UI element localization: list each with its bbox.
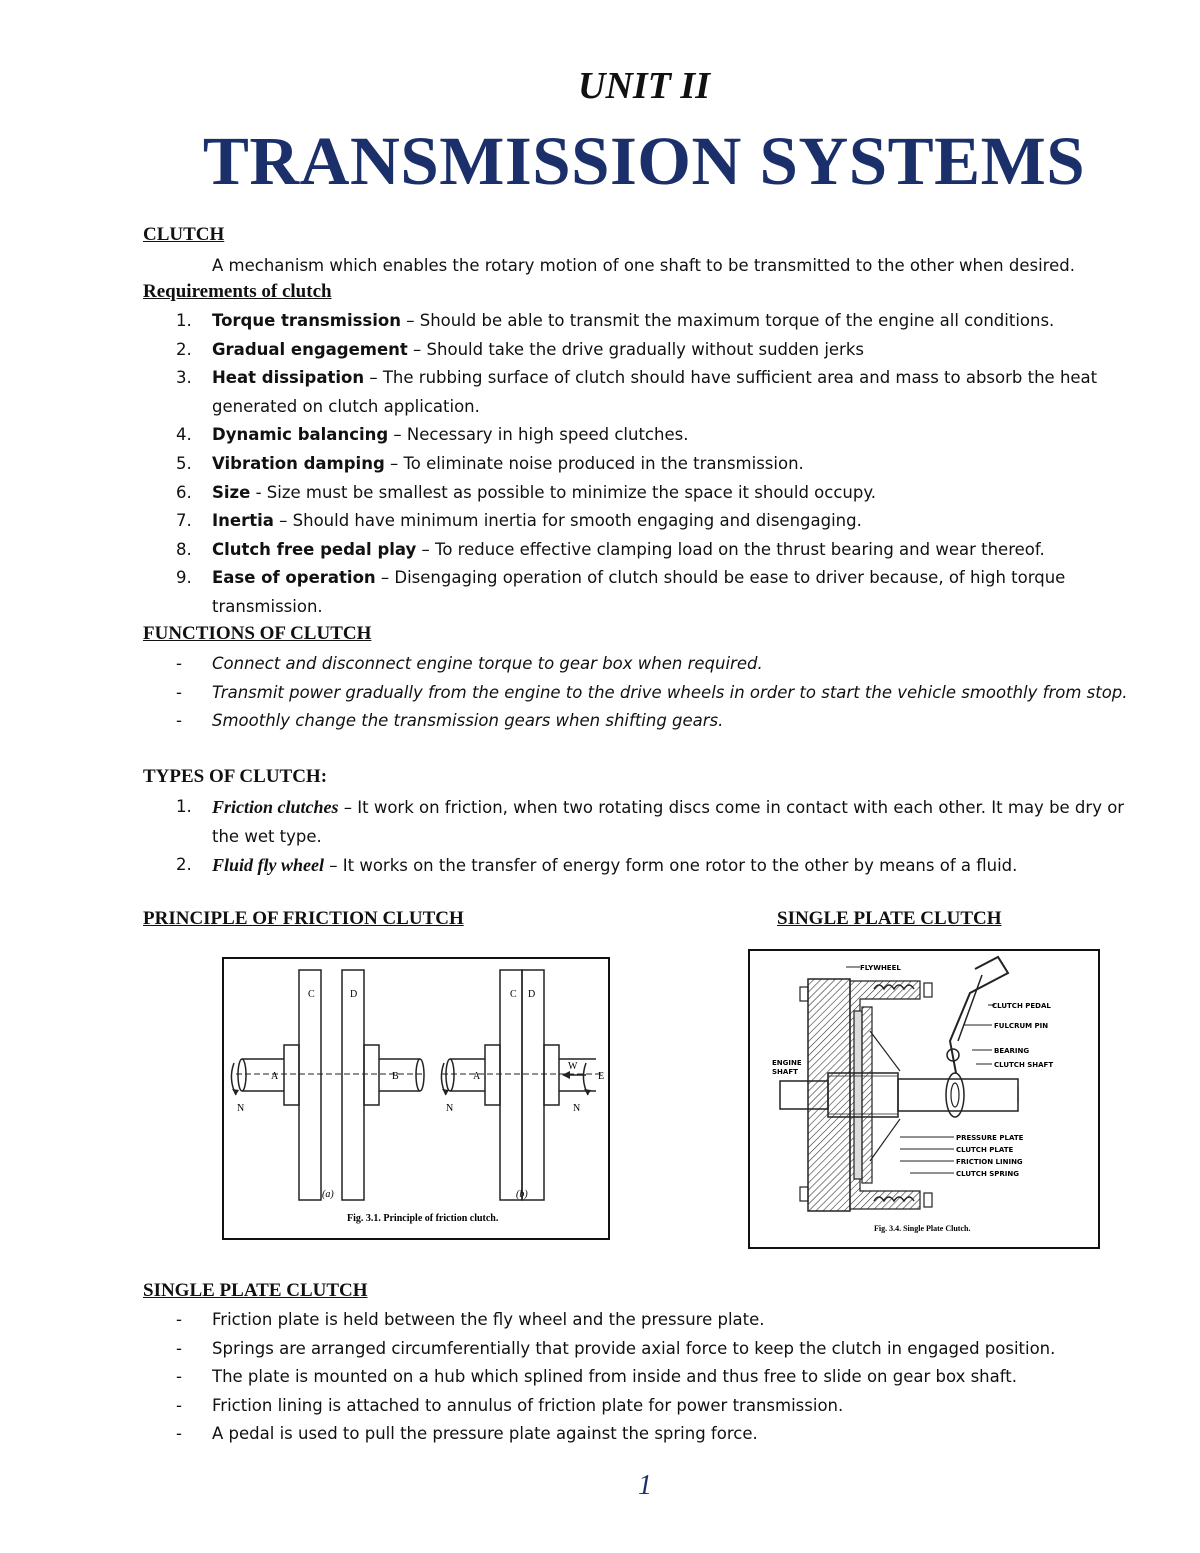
requirements-list — [143, 307, 1153, 622]
types-list — [143, 793, 1153, 881]
figure-caption: Fig. 3.4. Single Plate Clutch. — [874, 1224, 971, 1233]
types-heading: TYPES OF CLUTCH: — [143, 766, 328, 787]
requirement-item: 8. Clutch free pedal play – To reduce effective clamping load on the thrust bearing and wear thereof. — [176, 539, 1045, 559]
single-plate-item: - A pedal is used to pull the pressure plate against the spring force. — [176, 1424, 758, 1444]
svg-text:(a): (a) — [322, 1189, 334, 1200]
svg-text:W: W — [568, 1061, 578, 1072]
requirement-item: 7. Inertia – Should have minimum inertia for smooth engaging and disengaging. — [176, 511, 862, 531]
single-plate-item: - Springs are arranged circumferentially that provide axial force to keep the clutch in engaged position. — [176, 1338, 1056, 1358]
svg-text:B: B — [392, 1071, 399, 1082]
svg-text:CLUTCH PEDAL: CLUTCH PEDAL — [992, 1002, 1051, 1010]
single-plate-clutch-figure — [748, 949, 1100, 1249]
svg-text:C: C — [510, 989, 517, 1000]
svg-text:A: A — [473, 1071, 481, 1082]
type-item: 1. Friction clutches – It work on friction, when two rotating discs come in contact with each other. It may be dry or the wet type. — [176, 797, 1125, 846]
figure-caption: Fig. 3.1. Principle of friction clutch. — [347, 1213, 499, 1224]
svg-text:N: N — [446, 1103, 454, 1114]
function-item: - Connect and disconnect engine torque to gear box when required. — [176, 654, 763, 673]
function-item: - Transmit power gradually from the engine to the drive wheels in order to start the vehicle smoothly from stop. — [176, 682, 1128, 702]
svg-text:BEARING: BEARING — [994, 1047, 1030, 1055]
svg-text:SHAFT: SHAFT — [772, 1068, 798, 1076]
unit-title: UNIT II — [578, 65, 710, 107]
single-plate-figure-heading: SINGLE PLATE CLUTCH — [777, 908, 1002, 929]
svg-text:PRESSURE PLATE: PRESSURE PLATE — [956, 1134, 1024, 1142]
single-plate-list — [143, 1306, 1153, 1449]
single-plate-item: - Friction lining is attached to annulus of friction plate for power transmission. — [176, 1395, 844, 1415]
clutch-definition: A mechanism which enables the rotary motion of one shaft to be transmitted to the other when desired. — [212, 256, 1075, 275]
main-title: TRANSMISSION SYSTEMS — [202, 123, 1086, 199]
requirement-item: 4. Dynamic balancing – Necessary in high speed clutches. — [176, 425, 689, 445]
svg-text:FLYWHEEL: FLYWHEEL — [860, 964, 901, 972]
svg-text:A: A — [271, 1071, 279, 1082]
functions-heading: FUNCTIONS OF CLUTCH — [143, 623, 372, 644]
svg-text:(b): (b) — [516, 1189, 528, 1200]
svg-text:C: C — [308, 989, 315, 1000]
principle-heading: PRINCIPLE OF FRICTION CLUTCH — [143, 908, 464, 929]
svg-text:E: E — [598, 1071, 605, 1082]
svg-text:FRICTION LINING: FRICTION LINING — [956, 1158, 1023, 1166]
function-item: - Smoothly change the transmission gears when shifting gears. — [176, 711, 724, 731]
svg-text:FULCRUM PIN: FULCRUM PIN — [994, 1022, 1049, 1030]
requirement-item: 6. Size - Size must be smallest as possible to minimize the space it should occupy. — [176, 482, 877, 502]
svg-text:ENGINE: ENGINE — [772, 1059, 802, 1067]
svg-text:D: D — [350, 989, 358, 1000]
requirement-item: 5. Vibration damping – To eliminate noise produced in the transmission. — [176, 453, 804, 473]
principle-of-friction-clutch-figure — [222, 957, 610, 1240]
requirement-item: 2. Gradual engagement – Should take the drive gradually without sudden jerks — [176, 339, 864, 359]
type-item: 2. Fluid fly wheel – It works on the transfer of energy form one rotor to the other by means of a fluid. — [176, 855, 1018, 876]
svg-text:CLUTCH SPRING: CLUTCH SPRING — [956, 1170, 1020, 1178]
functions-list — [143, 650, 1153, 736]
svg-text:N: N — [573, 1103, 581, 1114]
svg-text:D: D — [528, 989, 536, 1000]
requirement-item: 3. Heat dissipation – The rubbing surface of clutch should have sufficient area and mass to absorb the heat generated on clutch application. — [176, 368, 1098, 416]
single-plate-item: - Friction plate is held between the fly wheel and the pressure plate. — [176, 1310, 765, 1329]
page-number: 1 — [638, 1470, 652, 1501]
svg-text:CLUTCH PLATE: CLUTCH PLATE — [956, 1146, 1014, 1154]
clutch-heading: CLUTCH — [143, 224, 225, 245]
requirement-item: 9. Ease of operation – Disengaging operation of clutch should be ease to driver because, of high torque transmission. — [176, 568, 1066, 616]
requirements-heading: Requirements of clutch — [143, 281, 332, 302]
single-plate-heading: SINGLE PLATE CLUTCH — [143, 1280, 368, 1301]
svg-text:CLUTCH SHAFT: CLUTCH SHAFT — [994, 1061, 1054, 1069]
single-plate-item: - The plate is mounted on a hub which splined from inside and thus free to slide on gear box shaft. — [176, 1367, 1017, 1387]
requirement-item: 1. Torque transmission – Should be able to transmit the maximum torque of the engine all conditions. — [176, 311, 1055, 330]
svg-text:N: N — [237, 1103, 245, 1114]
